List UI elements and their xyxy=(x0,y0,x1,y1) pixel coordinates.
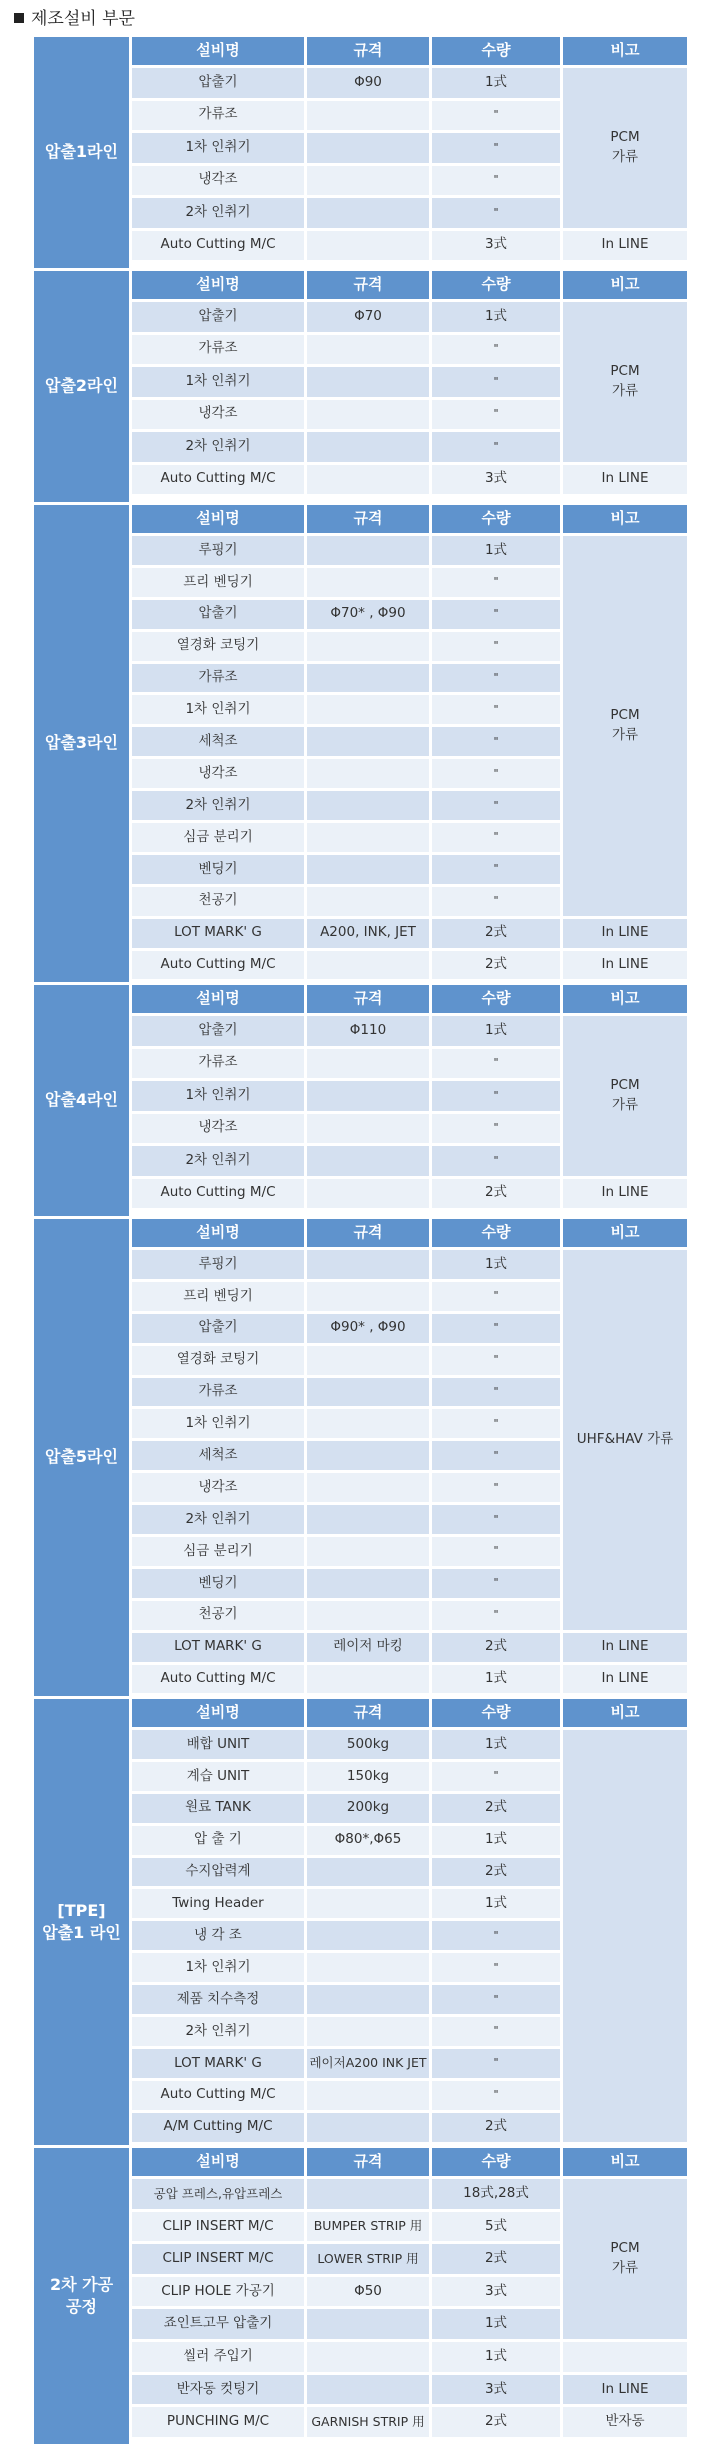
remarks-merged: PCM 가류 xyxy=(563,2179,687,2339)
equipment-name: 압출기 xyxy=(132,1016,304,1046)
qty: 1式 xyxy=(432,68,560,98)
spec: Φ80*,Φ65 xyxy=(307,1826,429,1855)
qty: 18式,28式 xyxy=(432,2179,560,2209)
remarks-merged: PCM 가류 xyxy=(563,68,687,228)
qty: " xyxy=(432,1378,560,1407)
equipment-name: 천공기 xyxy=(132,1601,304,1630)
equipment-name: 압출기 xyxy=(132,68,304,98)
spec xyxy=(307,1858,429,1887)
spec xyxy=(307,1569,429,1598)
qty: " xyxy=(432,1537,560,1566)
equipment-name: A/M Cutting M/C xyxy=(132,2113,304,2142)
qty: " xyxy=(432,1114,560,1144)
spec: A200, INK, JET xyxy=(307,919,429,948)
qty: " xyxy=(432,887,560,916)
spec xyxy=(307,1921,429,1950)
qty: 3式 xyxy=(432,2277,560,2307)
header-remarks: 비고 xyxy=(563,505,687,533)
spec xyxy=(307,759,429,788)
header-spec: 규격 xyxy=(307,985,429,1013)
equipment-name: 심금 분리기 xyxy=(132,823,304,852)
section-tpe-extrusion-line-1 xyxy=(34,1699,686,2145)
qty: " xyxy=(432,727,560,756)
qty: 1式 xyxy=(432,1826,560,1855)
equipment-name: 2차 인취기 xyxy=(132,1505,304,1534)
equipment-name: 냉 각 조 xyxy=(132,1921,304,1950)
equipment-name: 1차 인취기 xyxy=(132,367,304,397)
spec xyxy=(307,1282,429,1311)
equipment-name: 벤딩기 xyxy=(132,855,304,884)
spec xyxy=(307,1985,429,2014)
spec xyxy=(307,791,429,820)
qty: 1式 xyxy=(432,536,560,565)
qty: " xyxy=(432,1081,560,1111)
spec xyxy=(307,695,429,724)
spec xyxy=(307,133,429,163)
equipment-name: 열경화 코팅기 xyxy=(132,1346,304,1375)
equipment-name: 배합 UNIT xyxy=(132,1730,304,1759)
spec: Φ90 xyxy=(307,68,429,98)
equipment-name: 1차 인취기 xyxy=(132,1081,304,1111)
qty: " xyxy=(432,1601,560,1630)
equipment-name: 냉각조 xyxy=(132,759,304,788)
header-qty: 수량 xyxy=(432,1699,560,1727)
header-spec: 규격 xyxy=(307,505,429,533)
header-remarks: 비고 xyxy=(563,1219,687,1247)
qty: 1式 xyxy=(432,1730,560,1759)
qty: " xyxy=(432,198,560,228)
equipment-name: CLIP HOLE 가공기 xyxy=(132,2277,304,2307)
spec xyxy=(307,1665,429,1694)
qty: " xyxy=(432,2017,560,2046)
equipment-name: 가류조 xyxy=(132,101,304,131)
qty: " xyxy=(432,1049,560,1079)
equipment-name: 프리 벤딩기 xyxy=(132,568,304,597)
spec xyxy=(307,432,429,462)
spec xyxy=(307,367,429,397)
qty: 1式 xyxy=(432,2342,560,2372)
qty: 2式 xyxy=(432,2113,560,2142)
section-extrusion-line-4 xyxy=(34,985,686,1216)
spec xyxy=(307,887,429,916)
qty: 1式 xyxy=(432,1665,560,1694)
page-title xyxy=(14,4,135,34)
spec xyxy=(307,335,429,365)
qty: " xyxy=(432,823,560,852)
equipment-table xyxy=(132,1219,686,1696)
remarks: In LINE xyxy=(563,231,687,261)
equipment-name: 가류조 xyxy=(132,1378,304,1407)
equipment-table xyxy=(132,1699,686,2145)
spec xyxy=(307,632,429,661)
remarks: In LINE xyxy=(563,465,687,495)
qty: 1式 xyxy=(432,1250,560,1279)
header-equipment: 설비명 xyxy=(132,985,304,1013)
header-equipment: 설비명 xyxy=(132,271,304,299)
equipment-name: Twing Header xyxy=(132,1889,304,1918)
section-extrusion-line-2 xyxy=(34,271,686,502)
equipment-name: 세척조 xyxy=(132,727,304,756)
spec xyxy=(307,823,429,852)
equipment-name: 심금 분리기 xyxy=(132,1537,304,1566)
spec xyxy=(307,2375,429,2405)
equipment-name: 씰러 주입기 xyxy=(132,2342,304,2372)
equipment-name: 1차 인취기 xyxy=(132,1409,304,1438)
qty: " xyxy=(432,1953,560,1982)
spec: GARNISH STRIP 用 xyxy=(307,2407,429,2437)
spec: 레이저 마킹 xyxy=(307,1633,429,1662)
qty: " xyxy=(432,1921,560,1950)
qty: " xyxy=(432,600,560,629)
spec: Φ90* , Φ90 xyxy=(307,1314,429,1343)
equipment-name: 루핑기 xyxy=(132,536,304,565)
spec xyxy=(307,1378,429,1407)
equipment-name: 원료 TANK xyxy=(132,1794,304,1823)
remarks: In LINE xyxy=(563,919,687,948)
header-qty: 수량 xyxy=(432,1219,560,1247)
header-remarks: 비고 xyxy=(563,2148,687,2176)
equipment-name: Auto Cutting M/C xyxy=(132,2081,304,2110)
qty: 3式 xyxy=(432,2375,560,2405)
header-remarks: 비고 xyxy=(563,1699,687,1727)
header-qty: 수량 xyxy=(432,271,560,299)
equipment-name: 루핑기 xyxy=(132,1250,304,1279)
spec xyxy=(307,727,429,756)
spec xyxy=(307,1049,429,1079)
qty: " xyxy=(432,1409,560,1438)
qty: 2式 xyxy=(432,1633,560,1662)
qty: 5式 xyxy=(432,2212,560,2242)
page-title-text: 제조설비 부문 xyxy=(31,9,135,29)
equipment-name: 2차 인취기 xyxy=(132,1146,304,1176)
qty: " xyxy=(432,1282,560,1311)
spec: Φ50 xyxy=(307,2277,429,2307)
spec xyxy=(307,1537,429,1566)
spec: BUMPER STRIP 用 xyxy=(307,2212,429,2242)
equipment-name: 1차 인취기 xyxy=(132,133,304,163)
equipment-name: 가류조 xyxy=(132,1049,304,1079)
equipment-name: Auto Cutting M/C xyxy=(132,951,304,980)
qty: " xyxy=(432,695,560,724)
qty: " xyxy=(432,2049,560,2078)
equipment-name: 냉각조 xyxy=(132,1473,304,1502)
qty: 3式 xyxy=(432,465,560,495)
bullet-square-icon xyxy=(14,13,24,23)
spec xyxy=(307,198,429,228)
spec: Φ70 xyxy=(307,302,429,332)
qty: 2式 xyxy=(432,951,560,980)
spec: 200kg xyxy=(307,1794,429,1823)
qty: 1式 xyxy=(432,1016,560,1046)
equipment-name: 압출기 xyxy=(132,302,304,332)
equipment-name: 가류조 xyxy=(132,664,304,693)
equipment-table xyxy=(132,271,686,502)
remarks: In LINE xyxy=(563,951,687,980)
header-spec: 규격 xyxy=(307,37,429,65)
qty: " xyxy=(432,1985,560,2014)
qty: " xyxy=(432,400,560,430)
spec xyxy=(307,1409,429,1438)
equipment-table xyxy=(132,505,686,982)
header-equipment: 설비명 xyxy=(132,1219,304,1247)
spec xyxy=(307,1953,429,1982)
spec: LOWER STRIP 用 xyxy=(307,2244,429,2274)
spec xyxy=(307,1505,429,1534)
header-equipment: 설비명 xyxy=(132,37,304,65)
spec xyxy=(307,1146,429,1176)
qty: 1式 xyxy=(432,1889,560,1918)
spec xyxy=(307,536,429,565)
remarks: In LINE xyxy=(563,1179,687,1209)
remarks xyxy=(563,2342,687,2372)
equipment-name: 가류조 xyxy=(132,335,304,365)
spec: 150kg xyxy=(307,1762,429,1791)
equipment-name: LOT MARK' G xyxy=(132,2049,304,2078)
equipment-name: PUNCHING M/C xyxy=(132,2407,304,2437)
qty: " xyxy=(432,664,560,693)
spec xyxy=(307,1601,429,1630)
line-label: 압출1라인 xyxy=(34,37,129,268)
remarks-merged xyxy=(563,1730,687,2142)
qty: " xyxy=(432,1314,560,1343)
line-label: [TPE] 압출1 라인 xyxy=(34,1699,129,2145)
line-label: 압출4라인 xyxy=(34,985,129,1216)
qty: 2式 xyxy=(432,1179,560,1209)
equipment-name: 계습 UNIT xyxy=(132,1762,304,1791)
header-equipment: 설비명 xyxy=(132,505,304,533)
qty: 2式 xyxy=(432,2407,560,2437)
qty: " xyxy=(432,632,560,661)
equipment-name: Auto Cutting M/C xyxy=(132,231,304,261)
spec xyxy=(307,2179,429,2209)
qty: " xyxy=(432,1505,560,1534)
qty: " xyxy=(432,2081,560,2110)
spec xyxy=(307,1114,429,1144)
remarks: In LINE xyxy=(563,1665,687,1694)
qty: " xyxy=(432,166,560,196)
spec xyxy=(307,2081,429,2110)
qty: " xyxy=(432,1762,560,1791)
qty: 1式 xyxy=(432,2309,560,2339)
equipment-name: 2차 인취기 xyxy=(132,791,304,820)
spec xyxy=(307,664,429,693)
qty: 2式 xyxy=(432,919,560,948)
spec xyxy=(307,400,429,430)
spec xyxy=(307,855,429,884)
qty: " xyxy=(432,432,560,462)
header-remarks: 비고 xyxy=(563,985,687,1013)
remarks-merged: PCM 가류 xyxy=(563,1016,687,1176)
spec xyxy=(307,231,429,261)
equipment-name: Auto Cutting M/C xyxy=(132,1179,304,1209)
header-remarks: 비고 xyxy=(563,37,687,65)
section-extrusion-line-3 xyxy=(34,505,686,982)
remarks: In LINE xyxy=(563,1633,687,1662)
line-label: 압출2라인 xyxy=(34,271,129,502)
remarks: 반자동 xyxy=(563,2407,687,2437)
equipment-name: 2차 인취기 xyxy=(132,2017,304,2046)
qty: 2式 xyxy=(432,1858,560,1887)
equipment-name: 공압 프레스,유압프레스 xyxy=(132,2179,304,2209)
spec xyxy=(307,2309,429,2339)
remarks-merged: PCM 가류 xyxy=(563,302,687,462)
header-spec: 규격 xyxy=(307,271,429,299)
header-qty: 수량 xyxy=(432,985,560,1013)
remarks-merged: PCM 가류 xyxy=(563,536,687,916)
equipment-name: 냉각조 xyxy=(132,400,304,430)
spec: Φ70* , Φ90 xyxy=(307,600,429,629)
equipment-name: Auto Cutting M/C xyxy=(132,465,304,495)
header-qty: 수량 xyxy=(432,37,560,65)
line-label: 2차 가공 공정 xyxy=(34,2148,129,2444)
equipment-name: 세척조 xyxy=(132,1441,304,1470)
equipment-name: 1차 인취기 xyxy=(132,1953,304,1982)
qty: " xyxy=(432,791,560,820)
equipment-name: 압출기 xyxy=(132,600,304,629)
spec xyxy=(307,465,429,495)
spec: 레이저A200 INK JET xyxy=(307,2049,429,2078)
header-equipment: 설비명 xyxy=(132,1699,304,1727)
qty: " xyxy=(432,101,560,131)
spec xyxy=(307,2113,429,2142)
equipment-name: 냉각조 xyxy=(132,166,304,196)
qty: " xyxy=(432,133,560,163)
header-equipment: 설비명 xyxy=(132,2148,304,2176)
header-spec: 규격 xyxy=(307,1219,429,1247)
spec xyxy=(307,1473,429,1502)
qty: " xyxy=(432,367,560,397)
spec: Φ110 xyxy=(307,1016,429,1046)
qty: " xyxy=(432,1346,560,1375)
spec xyxy=(307,568,429,597)
spec: 500kg xyxy=(307,1730,429,1759)
spec xyxy=(307,1179,429,1209)
spec xyxy=(307,2342,429,2372)
header-spec: 규격 xyxy=(307,1699,429,1727)
equipment-name: 수지압력계 xyxy=(132,1858,304,1887)
spec xyxy=(307,1346,429,1375)
equipment-name: 냉각조 xyxy=(132,1114,304,1144)
equipment-name: 죠인트고무 압출기 xyxy=(132,2309,304,2339)
equipment-name: 압 출 기 xyxy=(132,1826,304,1855)
equipment-name: 2차 인취기 xyxy=(132,432,304,462)
qty: " xyxy=(432,1441,560,1470)
header-qty: 수량 xyxy=(432,2148,560,2176)
equipment-name: LOT MARK' G xyxy=(132,1633,304,1662)
spec xyxy=(307,951,429,980)
qty: 3式 xyxy=(432,231,560,261)
line-label: 압출3라인 xyxy=(34,505,129,982)
spec xyxy=(307,1081,429,1111)
qty: " xyxy=(432,568,560,597)
spec xyxy=(307,101,429,131)
equipment-name: Auto Cutting M/C xyxy=(132,1665,304,1694)
equipment-name: 1차 인취기 xyxy=(132,695,304,724)
header-spec: 규격 xyxy=(307,2148,429,2176)
qty: 1式 xyxy=(432,302,560,332)
spec xyxy=(307,2017,429,2046)
qty: " xyxy=(432,1569,560,1598)
equipment-name: 2차 인취기 xyxy=(132,198,304,228)
equipment-table xyxy=(132,37,686,268)
qty: " xyxy=(432,759,560,788)
qty: " xyxy=(432,855,560,884)
equipment-name: 벤딩기 xyxy=(132,1569,304,1598)
equipment-name: LOT MARK' G xyxy=(132,919,304,948)
qty: 2式 xyxy=(432,2244,560,2274)
equipment-name: CLIP INSERT M/C xyxy=(132,2244,304,2274)
equipment-table xyxy=(132,2148,686,2444)
spec xyxy=(307,166,429,196)
equipment-name: 천공기 xyxy=(132,887,304,916)
equipment-name: CLIP INSERT M/C xyxy=(132,2212,304,2242)
equipment-name: 압출기 xyxy=(132,1314,304,1343)
header-remarks: 비고 xyxy=(563,271,687,299)
spec xyxy=(307,1250,429,1279)
equipment-name: 반자동 컷팅기 xyxy=(132,2375,304,2405)
spec xyxy=(307,1889,429,1918)
line-label: 압출5라인 xyxy=(34,1219,129,1696)
remarks-merged: UHF&HAV 가류 xyxy=(563,1250,687,1630)
section-secondary-processing xyxy=(34,2148,686,2444)
equipment-name: 제품 치수측정 xyxy=(132,1985,304,2014)
header-qty: 수량 xyxy=(432,505,560,533)
section-extrusion-line-1 xyxy=(34,37,686,268)
spec xyxy=(307,1441,429,1470)
section-extrusion-line-5 xyxy=(34,1219,686,1696)
qty: 2式 xyxy=(432,1794,560,1823)
equipment-name: 열경화 코팅기 xyxy=(132,632,304,661)
qty: " xyxy=(432,335,560,365)
equipment-table xyxy=(132,985,686,1216)
qty: " xyxy=(432,1146,560,1176)
qty: " xyxy=(432,1473,560,1502)
equipment-name: 프리 벤딩기 xyxy=(132,1282,304,1311)
remarks: In LINE xyxy=(563,2375,687,2405)
